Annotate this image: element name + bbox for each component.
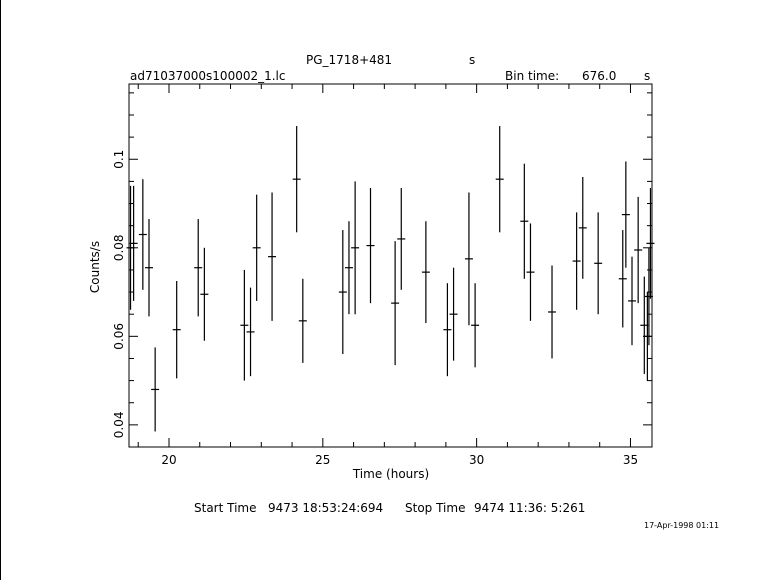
data-point <box>194 219 202 316</box>
y-tick-label: 0.08 <box>112 234 126 262</box>
plot-frame <box>129 84 652 447</box>
data-point <box>268 192 276 320</box>
file-name: ad71037000s100002_1.lc <box>130 69 286 83</box>
start-time-label: Start Time <box>194 501 257 515</box>
data-point <box>240 270 248 381</box>
y-tick-label: 0.1 <box>112 149 126 169</box>
data-point <box>345 221 353 314</box>
data-point <box>293 126 301 232</box>
data-point <box>594 212 602 314</box>
data-point <box>151 347 159 431</box>
data-point <box>573 212 581 309</box>
stop-time-label: Stop Time <box>405 501 466 515</box>
date-stamp: 17-Apr-1998 01:11 <box>644 521 720 530</box>
data-point <box>548 266 556 359</box>
y-axis-label: Counts/s <box>88 240 102 294</box>
data-point <box>471 283 479 367</box>
data-point <box>351 181 359 314</box>
data-point <box>465 192 473 325</box>
object-name: PG_1718+481 <box>306 53 393 67</box>
data-point <box>339 230 347 354</box>
x-tick-label: 30 <box>469 453 485 467</box>
x-tick-label: 20 <box>161 453 177 467</box>
data-point <box>173 281 181 378</box>
x-axis-label: Time (hours) <box>352 467 430 481</box>
data-point <box>520 164 528 279</box>
data-point <box>628 257 636 346</box>
data-point <box>145 219 153 316</box>
object-suffix: s <box>469 53 476 67</box>
bin-time-label: Bin time: <box>505 69 560 83</box>
data-point <box>579 177 587 279</box>
bin-time-value: 676.0 <box>582 69 617 83</box>
data-point <box>634 197 642 303</box>
y-tick-label: 0.04 <box>112 411 126 439</box>
data-point <box>253 195 261 301</box>
y-tick-label: 0.06 <box>112 322 126 350</box>
x-tick-label: 25 <box>315 453 331 467</box>
data-point <box>450 268 458 361</box>
data-point <box>646 188 654 299</box>
data-point <box>367 188 375 303</box>
data-points <box>127 126 655 431</box>
bin-time-unit: s <box>644 69 651 83</box>
data-point <box>496 126 504 232</box>
x-tick-label: 35 <box>622 453 639 467</box>
plot-axes <box>112 84 652 467</box>
data-point <box>200 248 208 341</box>
data-point <box>299 279 307 363</box>
data-point <box>139 179 147 290</box>
stop-time-value: 9474 11:36: 5:261 <box>474 501 586 515</box>
data-point <box>526 223 534 320</box>
start-time-value: 9473 18:53:24:694 <box>268 501 384 515</box>
data-point <box>443 283 451 376</box>
data-point <box>422 221 430 323</box>
data-point <box>397 188 405 290</box>
data-point <box>247 288 255 377</box>
data-point <box>391 241 399 365</box>
